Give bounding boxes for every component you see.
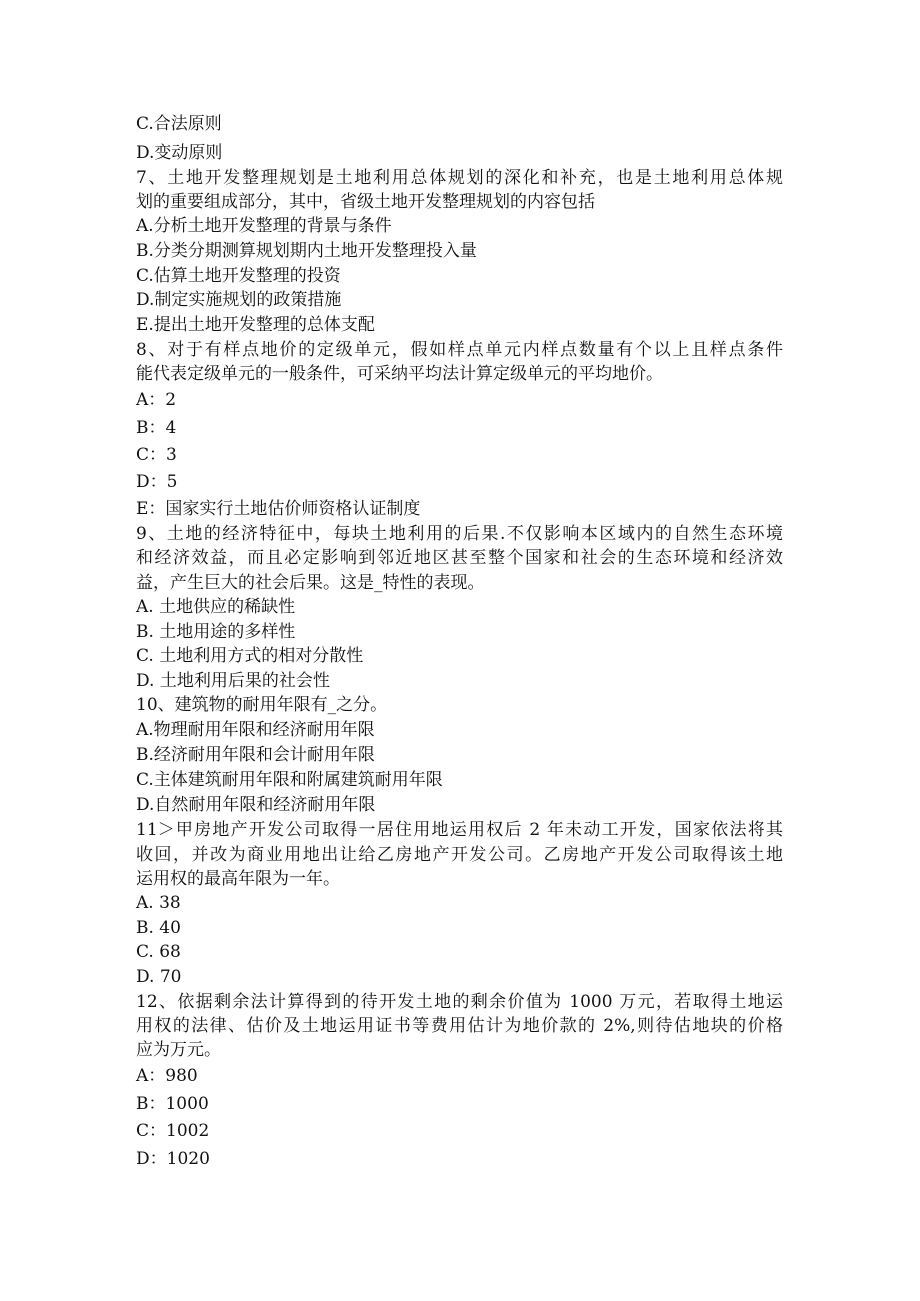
q7-option-c: C.估算土地开发整理的投资 xyxy=(136,266,341,286)
q7-option-b: B.分类分期测算规划期内土地开发整理投入量 xyxy=(136,241,477,261)
q9-option-b: B. 土地用途的多样性 xyxy=(136,622,296,642)
q11-stem-line-3: 运用权的最高年限为一年。 xyxy=(136,869,340,889)
q8-option-b: B：4 xyxy=(136,418,177,438)
q8-stem-line-1: 8、对于有样点地价的定级单元，假如样点单元内样点数量有个以上且样点条件 xyxy=(136,340,783,360)
q8-option-d: D：5 xyxy=(136,472,178,492)
q12-stem-line-2: 用权的法律、估价及土地运用证书等费用估计为地价款的 2%,则待估地块的价格 xyxy=(136,1016,783,1036)
q8-stem-line-2: 能代表定级单元的一般条件，可采纳平均法计算定级单元的平均地价。 xyxy=(136,364,663,384)
q12-stem-line-1: 12、依据剩余法计算得到的待开发土地的剩余价值为 1000 万元，若取得土地运 xyxy=(136,992,783,1012)
q11-option-a: A. 38 xyxy=(136,893,181,913)
q8-option-a: A：2 xyxy=(136,390,177,410)
q8-option-e: E：国家实行土地估价师资格认证制度 xyxy=(136,499,421,519)
q8-option-c: C：3 xyxy=(136,445,177,465)
q6-option-c: C.合法原则 xyxy=(136,114,222,134)
q10-option-b: B.经济耐用年限和会计耐用年限 xyxy=(136,745,375,765)
q9-stem-line-1: 9、土地的经济特征中，每块土地利用的后果.不仅影响本区域内的自然生态环境 xyxy=(136,524,783,544)
q10-option-a: A.物理耐用年限和经济耐用年限 xyxy=(136,720,375,740)
q9-option-c: C. 土地利用方式的相对分散性 xyxy=(136,646,364,666)
q9-option-d: D. 土地利用后果的社会性 xyxy=(136,671,330,691)
q12-option-d: D：1020 xyxy=(136,1149,210,1169)
q10-stem: 10、建筑物的耐用年限有_之分。 xyxy=(136,695,388,715)
q9-stem-line-3: 益，产生巨大的社会后果。这是_特性的表现。 xyxy=(136,573,485,593)
q12-option-a: A：980 xyxy=(136,1066,198,1086)
q12-option-b: B：1000 xyxy=(136,1094,209,1114)
q7-option-e: E.提出土地开发整理的总体支配 xyxy=(136,315,375,335)
q12-stem-line-3: 应为万元。 xyxy=(136,1040,221,1060)
q7-option-a: A.分析土地开发整理的背景与条件 xyxy=(136,216,392,236)
q11-stem-line-1: 11＞甲房地产开发公司取得一居住用地运用权后 2 年未动工开发，国家依法将其 xyxy=(136,820,783,840)
q11-stem-line-2: 收回，并改为商业用地出让给乙房地产开发公司。乙房地产开发公司取得该土地 xyxy=(136,845,783,865)
q11-option-c: C. 68 xyxy=(136,942,181,962)
q9-option-a: A. 土地供应的稀缺性 xyxy=(136,597,296,617)
q7-option-d: D.制定实施规划的政策措施 xyxy=(136,290,342,310)
q11-option-b: B. 40 xyxy=(136,918,181,938)
q11-option-d: D. 70 xyxy=(136,967,182,987)
q7-stem-line-2: 划的重要组成部分，其中，省级土地开发整理规划的内容包括 xyxy=(136,192,595,212)
q9-stem-line-2: 和经济效益，而且必定影响到邻近地区甚至整个国家和社会的生态环境和经济效 xyxy=(136,548,783,568)
q12-option-c: C：1002 xyxy=(136,1121,210,1141)
q7-stem-line-1: 7、土地开发整理规划是土地利用总体规划的深化和补充，也是土地利用总体规 xyxy=(136,168,783,188)
q6-option-d: D.变动原则 xyxy=(136,143,223,163)
q10-option-c: C.主体建筑耐用年限和附属建筑耐用年限 xyxy=(136,770,443,790)
q10-option-d: D.自然耐用年限和经济耐用年限 xyxy=(136,795,376,815)
